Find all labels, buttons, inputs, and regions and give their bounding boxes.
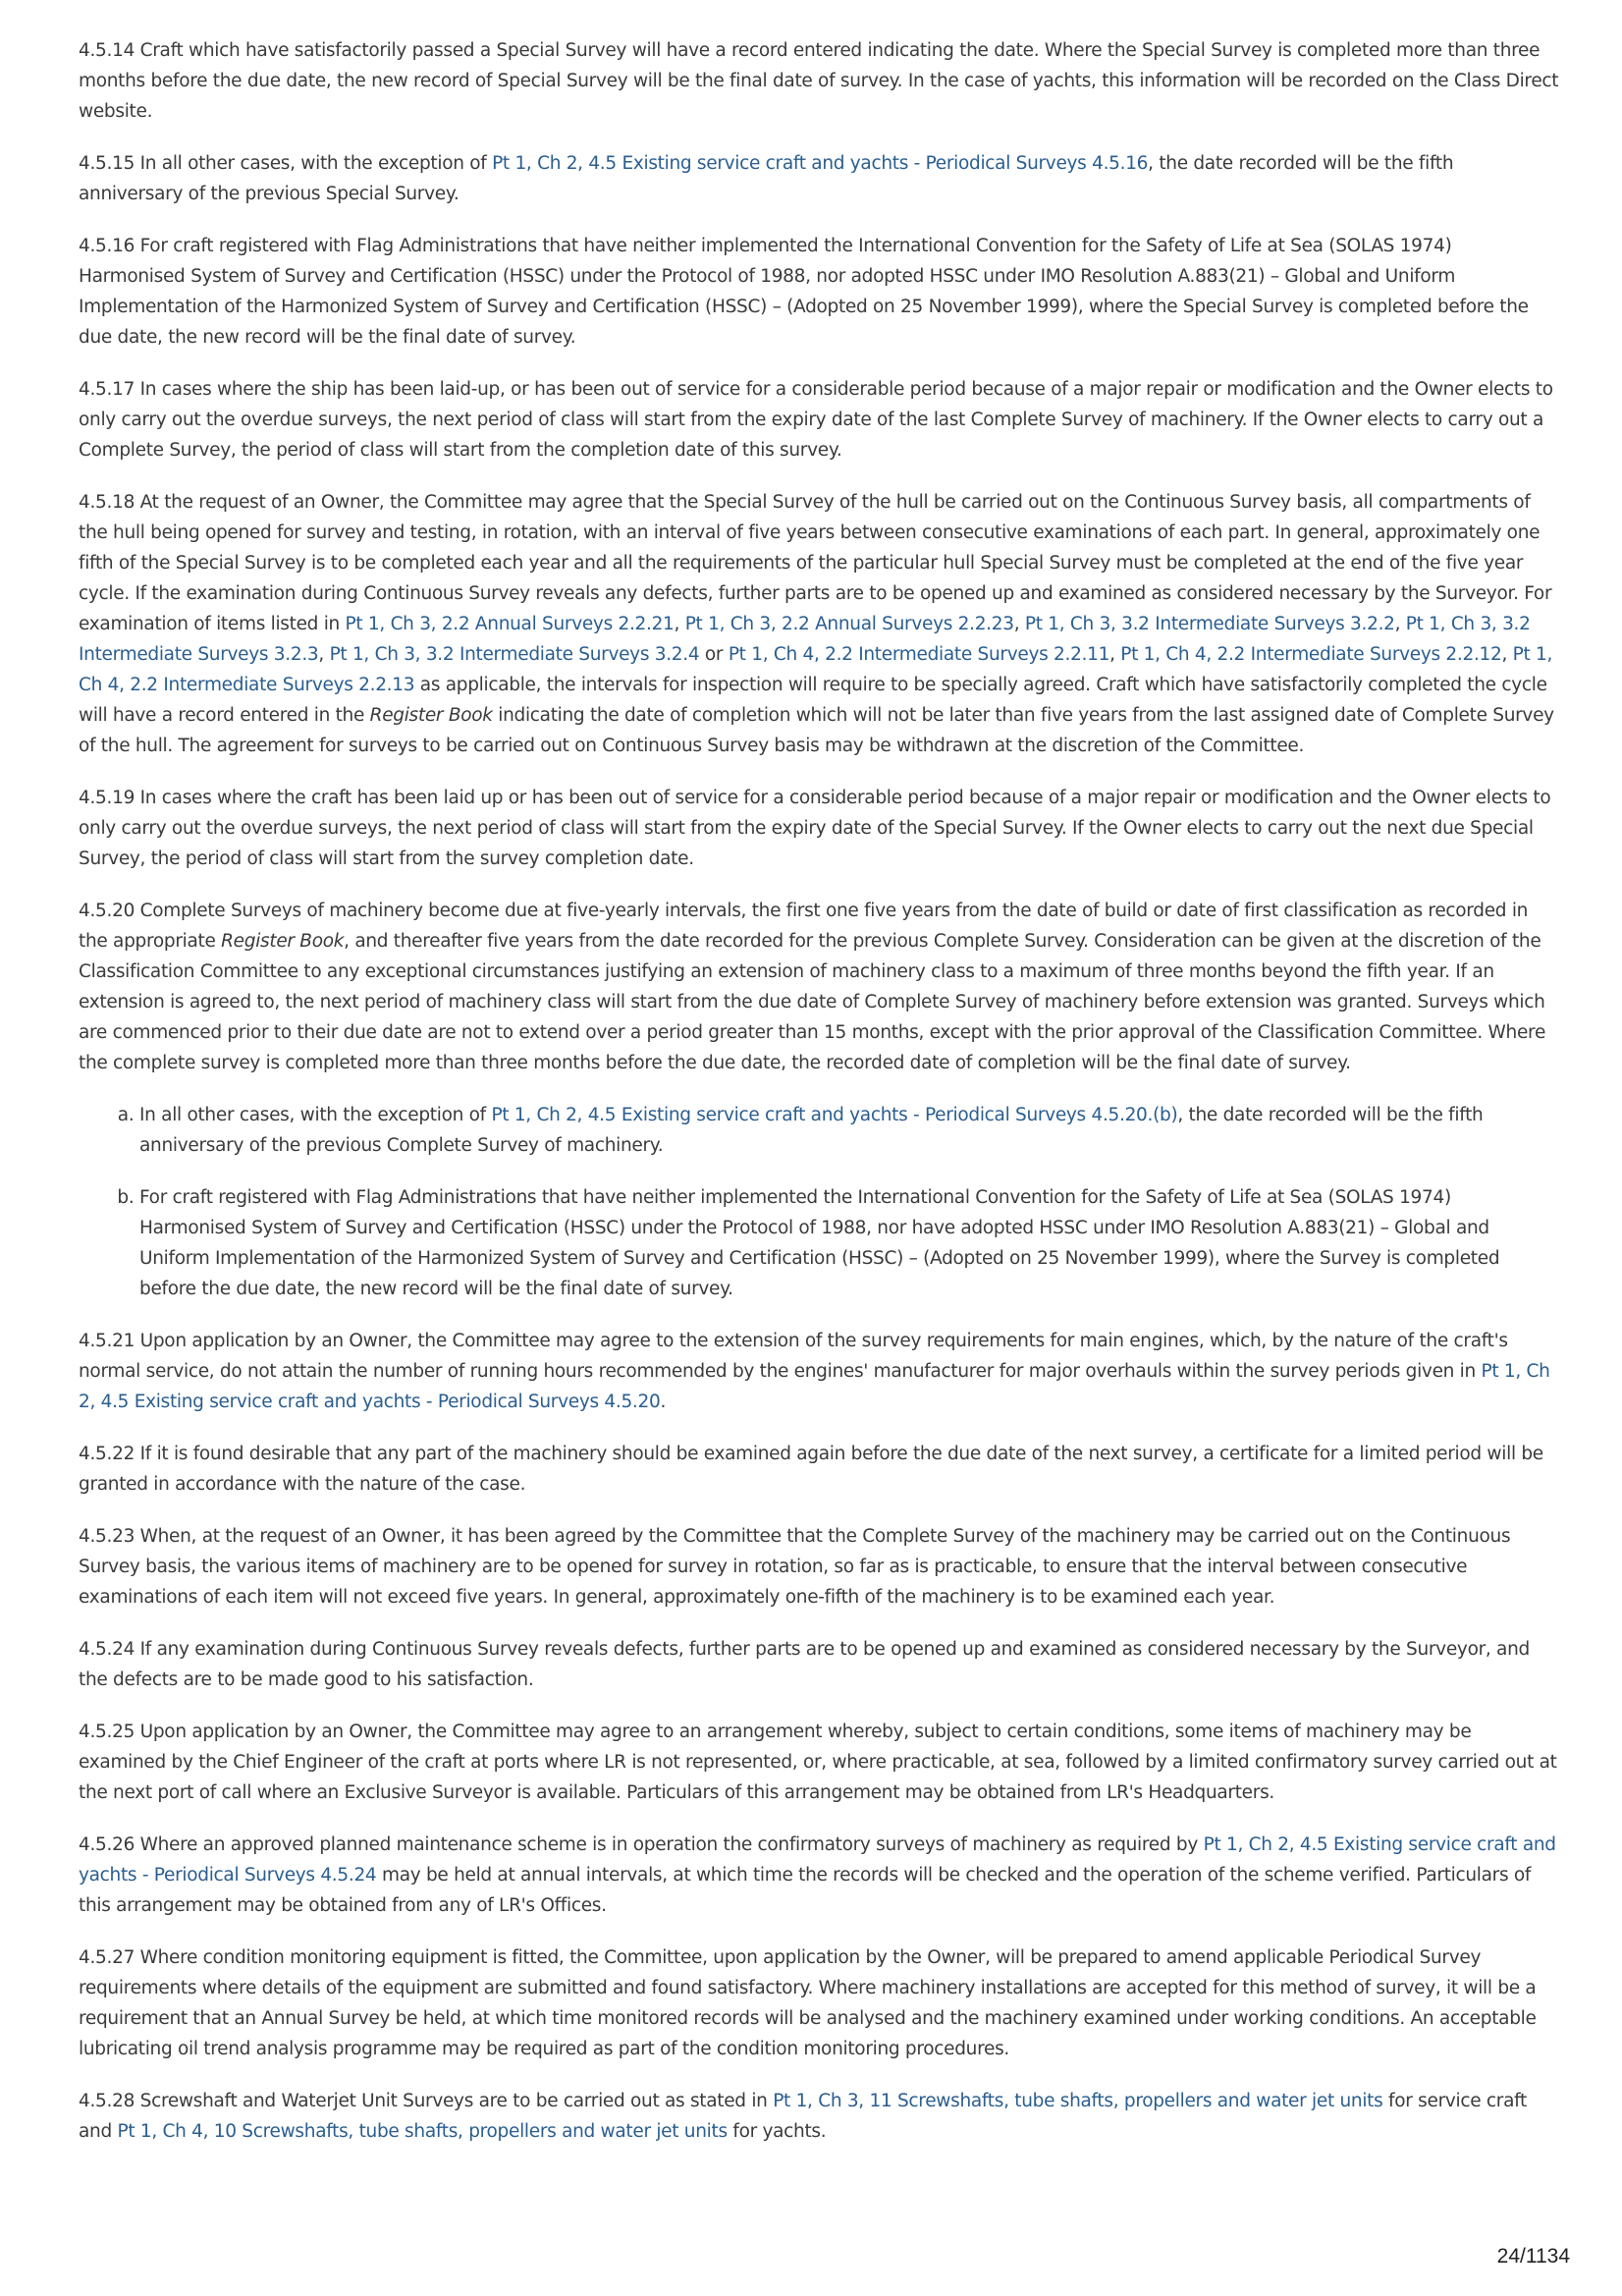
paragraph-4-5-26 (79, 1830, 1561, 1921)
paragraph-4-5-25 (79, 1717, 1561, 1808)
cross-reference-link[interactable]: Pt 1, Ch 4, 2.2 Intermediate Surveys 2.2.11 (728, 644, 1110, 665)
paragraph-text: 4.5.21 Upon application by an Owner, the Committee may agree to the extension of the survey requirements for main engines, which, by the nature of the craft's normal service, do not attain the number of running hours recommended by the engines' manufacturer for major overhauls within the survey periods given in (79, 1331, 1508, 1382)
paragraph-4-5-23 (79, 1521, 1561, 1613)
cross-reference-link[interactable]: Pt 1, Ch 3, 2.2 Annual Surveys 2.2.23 (684, 614, 1014, 634)
separator-text: , (674, 614, 685, 634)
paragraph-text: 4.5.25 Upon application by an Owner, the Committee may agree to an arrangement whereby, subject to certain conditions, some items of machinery may be examined by the Chief Engineer of the craft at ports where LR is not represented, or, where practicable, at sea, followed by a limited confirmatory survey carried out at the next port of call where an Exclusive Surveyor is available. Particulars of this arrangement may be obtained from LR's Headquarters. (79, 1722, 1557, 1803)
cross-reference-link[interactable]: Pt 1, Ch 2, 4.5 Existing service craft and yachts - Periodical Surveys 4.5.24 (79, 1834, 1556, 1886)
list-item-b (139, 1182, 1561, 1304)
document-body (79, 35, 1561, 2168)
paragraph-4-5-16 (79, 231, 1561, 353)
paragraph-text: , and thereafter five years from the date recorded for the previous Complete Survey. Consideration can be given at the discretion of the Classification Committee to any exceptional circumstances justifying an extension of machinery class to a maximum of three months beyond the fifth year. If an extension is agreed to, the next period of machinery class will start from the due date of Complete Survey of machinery before extension was granted. Surveys which are commenced prior to their due date are not to extend over a period greater than 15 months, except with the prior approval of the Classification Committee. Where the complete survey is completed more than three months before the due date, the recorded date of completion will be the final date of survey. (79, 931, 1546, 1073)
paragraph-text: , the date recorded will be the fifth anniversary of the previous Special Survey. (79, 153, 1454, 204)
paragraph-4-5-28 (79, 2086, 1561, 2147)
cross-reference-link[interactable]: Pt 1, Ch 3, 3.2 Intermediate Surveys 3.2.2 (1024, 614, 1395, 634)
paragraph-4-5-14 (79, 35, 1561, 127)
sub-list-4-5-20 (79, 1100, 1561, 1304)
paragraph-text: 4.5.19 In cases where the craft has been laid up or has been out of service for a considerable period because of a major repair or modification and the Owner elects to only carry out the overdue surveys, the next period of class will start from the expiry date of the Special Survey. If the Owner elects to carry out the next due Special Survey, the period of class will start from the survey completion date. (79, 788, 1551, 869)
paragraph-text: 4.5.14 Craft which have satisfactorily passed a Special Survey will have a record entered indicating the date. Where the Special Survey is completed more than three months before the due date, the new record of Special Survey will be the final date of survey. In the case of yachts, this information will be recorded on the Class Direct website. (79, 40, 1559, 122)
paragraph-text: 4.5.17 In cases where the ship has been laid-up, or has been out of service for a considerable period because of a major repair or modification and the Owner elects to only carry out the overdue surveys, the next period of class will start from the expiry date of the last Complete Survey of machinery. If the Owner elects to carry out a Complete Survey, the period of class will start from the completion date of this survey. (79, 379, 1553, 461)
paragraph-4-5-27 (79, 1942, 1561, 2064)
paragraph-text: 4.5.28 Screwshaft and Waterjet Unit Surveys are to be carried out as stated in (79, 2091, 774, 2111)
paragraph-4-5-19 (79, 783, 1561, 874)
paragraph-text: 4.5.26 Where an approved planned maintenance scheme is in operation the confirmatory surveys of machinery as required by (79, 1834, 1204, 1855)
paragraph-text: may be held at annual intervals, at which time the records will be checked and the operation of the scheme verified. Particulars of this arrangement may be obtained from any of LR's Offices. (79, 1865, 1532, 1916)
cross-reference-link[interactable]: Pt 1, Ch 2, 4.5 Existing service craft and yachts - Periodical Surveys 4.5.20 (79, 1361, 1550, 1412)
cross-reference-link[interactable]: Pt 1, Ch 3, 2.2 Annual Surveys 2.2.21 (345, 614, 675, 634)
paragraph-text: 4.5.16 For craft registered with Flag Administrations that have neither implemented the International Convention for the Safety of Life at Sea (SOLAS 1974) Harmonised System of Survey and Certification (HSSC) under the Protocol of 1988, nor adopted HSSC under IMO Resolution A.883(21) – Global and Uniform Implementation of the Harmonized System of Survey and Certification (HSSC) – (Adopted on 25 November 1999), where the Special Survey is completed before the due date, the new record will be the final date of survey. (79, 236, 1529, 348)
register-book-emphasis: Register Book (369, 705, 493, 726)
paragraph-4-5-18 (79, 487, 1561, 761)
list-item-a (139, 1100, 1561, 1161)
paragraph-text: as applicable, the intervals for inspection will require to be specially agreed. Craft which have satisfactorily completed the cycle will have a record entered in the (79, 675, 1547, 726)
cross-reference-link[interactable]: Pt 1, Ch 4, 2.2 Intermediate Surveys 2.2.13 (79, 644, 1553, 695)
cross-reference-link[interactable]: Pt 1, Ch 3, 11 Screwshafts, tube shafts, propellers and water jet units (773, 2091, 1383, 2111)
paragraph-text: 4.5.24 If any examination during Continuous Survey reveals defects, further parts are to be opened up and examined as considered necessary by the Surveyor, and the defects are to be made good to his satisfaction. (79, 1639, 1530, 1690)
cross-reference-link[interactable]: Pt 1, Ch 3, 3.2 Intermediate Surveys 3.2.4 (329, 644, 700, 665)
cross-reference-link[interactable]: Pt 1, Ch 3, 3.2 Intermediate Surveys 3.2.3 (79, 614, 1531, 665)
cross-reference-link[interactable]: Pt 1, Ch 4, 10 Screwshafts, tube shafts, propellers and water jet units (117, 2121, 728, 2142)
cross-reference-link[interactable]: Pt 1, Ch 2, 4.5 Existing service craft and yachts - Periodical Surveys 4.5.16 (492, 153, 1149, 174)
paragraph-text: . (660, 1392, 667, 1412)
paragraph-text: 4.5.18 At the request of an Owner, the Committee may agree that the Special Survey of the hull be carried out on the Continuous Survey basis, all compartments of the hull being opened for survey and testing, in rotation, with an interval of five years between consecutive examinations of each part. In general, approximately one fifth of the Special Survey is to be completed each year and all the requirements of the particular hull Special Survey must be completed at the end of the five year cycle. If the examination during Continuous Survey reveals any defects, further parts are to be opened up and examined as considered necessary by the Surveyor. For examination of items listed in (79, 492, 1552, 634)
paragraph-4-5-21 (79, 1326, 1561, 1417)
paragraph-text: For craft registered with Flag Administrations that have neither implemented the International Convention for the Safety of Life at Sea (SOLAS 1974) Harmonised System of Survey and Certification (HSSC) under the Protocol of 1988, nor have adopted HSSC under IMO Resolution A.883(21) – Global and Uniform Implementation of the Harmonized System of Survey and Certification (HSSC) – (Adopted on 25 November 1999), where the Survey is completed before the due date, the new record will be the final date of survey. (139, 1187, 1500, 1299)
paragraph-text: , the date recorded will be the fifth anniversary of the previous Complete Survey of machinery. (139, 1105, 1484, 1156)
paragraph-text: 4.5.22 If it is found desirable that any part of the machinery should be examined again before the due date of the next survey, a certificate for a limited period will be granted in accordance with the nature of the case. (79, 1444, 1543, 1495)
paragraph-text: indicating the date of completion which will not be later than five years from the last assigned date of Complete Survey of the hull. The agreement for surveys to be carried out on Continuous Survey basis may be withdrawn at the discretion of the Committee. (79, 705, 1554, 756)
register-book-emphasis: Register Book (221, 931, 345, 952)
paragraph-4-5-17 (79, 374, 1561, 465)
paragraph-text: 4.5.20 Complete Surveys of machinery become due at five-yearly intervals, the first one five years from the date of build or date of first classification as recorded in the appropriate (79, 901, 1529, 952)
paragraph-4-5-24 (79, 1634, 1561, 1695)
separator-text: , (1013, 614, 1025, 634)
paragraph-text: for yachts. (727, 2121, 827, 2142)
page-number: 24/1134 (1496, 2245, 1570, 2268)
paragraph-text: 4.5.23 When, at the request of an Owner, it has been agreed by the Committee that the Complete Survey of the machinery may be carried out on the Continuous Survey basis, the various items of machinery are to be opened for survey in rotation, so far as is practicable, to ensure that the interval between consecutive examinations of each item will not exceed five years. In general, approximately one-fifth of the machinery is to be examined each year. (79, 1526, 1511, 1608)
paragraph-text: 4.5.27 Where condition monitoring equipment is fitted, the Committee, upon application by the Owner, will be prepared to amend applicable Periodical Survey requirements where details of the equipment are submitted and found satisfactory. Where machinery installations are accepted for this method of survey, it will be a requirement that an Annual Survey be held, at which time monitored records will be analysed and the machinery examined under working conditions. An acceptable lubricating oil trend analysis programme may be required as part of the condition monitoring procedures. (79, 1947, 1537, 2059)
paragraph-text: 4.5.15 In all other cases, with the exception of (79, 153, 493, 174)
cross-reference-link[interactable]: Pt 1, Ch 4, 2.2 Intermediate Surveys 2.2.12 (1120, 644, 1502, 665)
cross-reference-link[interactable]: Pt 1, Ch 2, 4.5 Existing service craft and yachts - Periodical Surveys 4.5.20.(b) (491, 1105, 1178, 1125)
paragraph-4-5-22 (79, 1439, 1561, 1500)
paragraph-text: for service craft and (79, 2091, 1527, 2142)
separator-text: or (699, 644, 729, 665)
separator-text: , (1501, 644, 1513, 665)
paragraph-4-5-15 (79, 148, 1561, 209)
paragraph-text: In all other cases, with the exception of (139, 1105, 492, 1125)
separator-text: , (1109, 644, 1121, 665)
separator-text: , (1394, 614, 1406, 634)
separator-text: , (318, 644, 330, 665)
paragraph-4-5-20 (79, 896, 1561, 1078)
